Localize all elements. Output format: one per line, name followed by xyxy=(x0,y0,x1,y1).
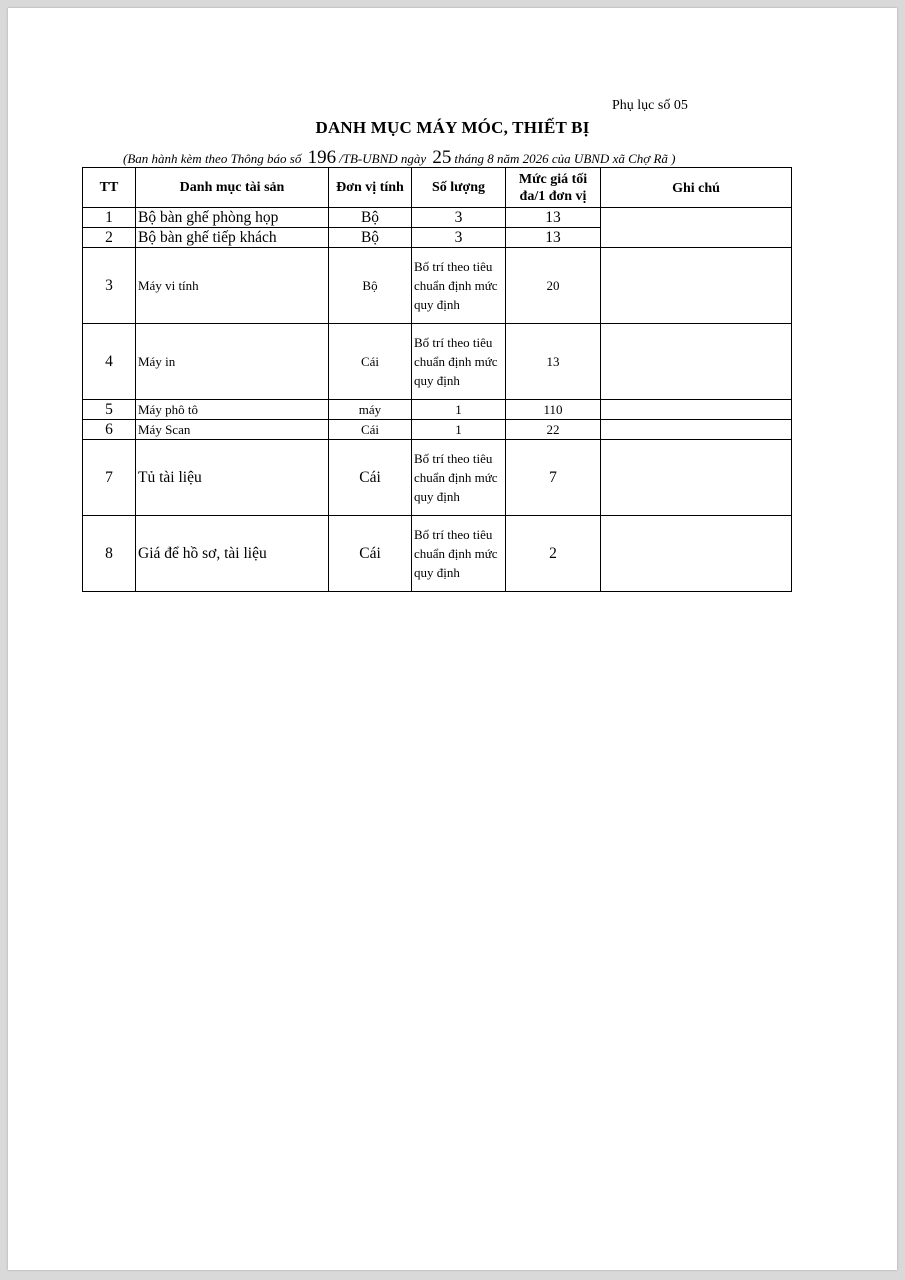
cell-tt: 7 xyxy=(83,440,136,516)
table-row xyxy=(83,324,792,400)
header-tt: TT xyxy=(83,168,136,208)
cell-qty: 3 xyxy=(412,228,506,248)
cell-price: 22 xyxy=(506,420,601,440)
header-qty: Số lượng xyxy=(412,168,506,208)
cell-price: 2 xyxy=(506,516,601,592)
cell-name: Máy vi tính xyxy=(136,248,329,324)
cell-note xyxy=(601,440,792,516)
cell-tt: 4 xyxy=(83,324,136,400)
asset-table xyxy=(82,167,792,592)
subtitle-part2: /TB-UBND ngày xyxy=(339,151,427,166)
cell-qty: Bố trí theo tiêu chuẩn định mức quy định xyxy=(412,324,506,400)
cell-unit: Cái xyxy=(329,440,412,516)
cell-qty: 1 xyxy=(412,420,506,440)
document-title: DANH MỤC MÁY MÓC, THIẾT BỊ xyxy=(315,118,590,137)
notice-day: 25 xyxy=(432,147,452,168)
cell-unit: Bộ xyxy=(329,208,412,228)
cell-unit: Cái xyxy=(329,420,412,440)
cell-price: 13 xyxy=(506,324,601,400)
cell-tt: 2 xyxy=(83,228,136,248)
header-note: Ghi chú xyxy=(601,168,792,208)
cell-note xyxy=(601,248,792,324)
table-row xyxy=(83,400,792,420)
cell-note xyxy=(601,516,792,592)
cell-tt: 8 xyxy=(83,516,136,592)
notice-number: 196 xyxy=(307,147,337,168)
cell-name: Bộ bàn ghế tiếp khách xyxy=(136,228,329,248)
cell-name: Tủ tài liệu xyxy=(136,440,329,516)
cell-qty: 3 xyxy=(412,208,506,228)
cell-unit: Bộ xyxy=(329,248,412,324)
cell-unit: Cái xyxy=(329,324,412,400)
cell-name: Bộ bàn ghế phòng họp xyxy=(136,208,329,228)
table-row xyxy=(83,516,792,592)
header-price: Mức giá tối đa/1 đơn vị xyxy=(506,168,601,208)
cell-unit: Cái xyxy=(329,516,412,592)
cell-price: 110 xyxy=(506,400,601,420)
cell-qty: Bố trí theo tiêu chuẩn định mức quy định xyxy=(412,248,506,324)
appendix-label: Phụ lục số 05 xyxy=(612,98,688,113)
document-page xyxy=(8,8,897,1270)
table-row xyxy=(83,440,792,516)
cell-note xyxy=(601,420,792,440)
cell-tt: 3 xyxy=(83,248,136,324)
table-row xyxy=(83,248,792,324)
table-row xyxy=(83,420,792,440)
cell-unit: máy xyxy=(329,400,412,420)
cell-price: 13 xyxy=(506,208,601,228)
cell-tt: 6 xyxy=(83,420,136,440)
document-subtitle xyxy=(123,147,675,169)
table-header-row xyxy=(83,168,792,208)
header-unit: Đơn vị tính xyxy=(329,168,412,208)
subtitle-part1: (Ban hành kèm theo Thông báo số xyxy=(123,151,302,166)
cell-name: Máy in xyxy=(136,324,329,400)
header-name: Danh mục tài sản xyxy=(136,168,329,208)
cell-tt: 5 xyxy=(83,400,136,420)
cell-note xyxy=(601,324,792,400)
cell-note xyxy=(601,208,792,248)
cell-price: 13 xyxy=(506,228,601,248)
cell-note xyxy=(601,400,792,420)
cell-name: Giá để hồ sơ, tài liệu xyxy=(136,516,329,592)
cell-qty: Bố trí theo tiêu chuẩn định mức quy định xyxy=(412,440,506,516)
cell-tt: 1 xyxy=(83,208,136,228)
cell-qty: 1 xyxy=(412,400,506,420)
cell-name: Máy Scan xyxy=(136,420,329,440)
cell-price: 20 xyxy=(506,248,601,324)
cell-qty: Bố trí theo tiêu chuẩn định mức quy định xyxy=(412,516,506,592)
table-row xyxy=(83,208,792,228)
cell-name: Máy phô tô xyxy=(136,400,329,420)
cell-unit: Bộ xyxy=(329,228,412,248)
cell-price: 7 xyxy=(506,440,601,516)
subtitle-part3: tháng 8 năm 2026 của UBND xã Chợ Rã ) xyxy=(454,151,676,166)
